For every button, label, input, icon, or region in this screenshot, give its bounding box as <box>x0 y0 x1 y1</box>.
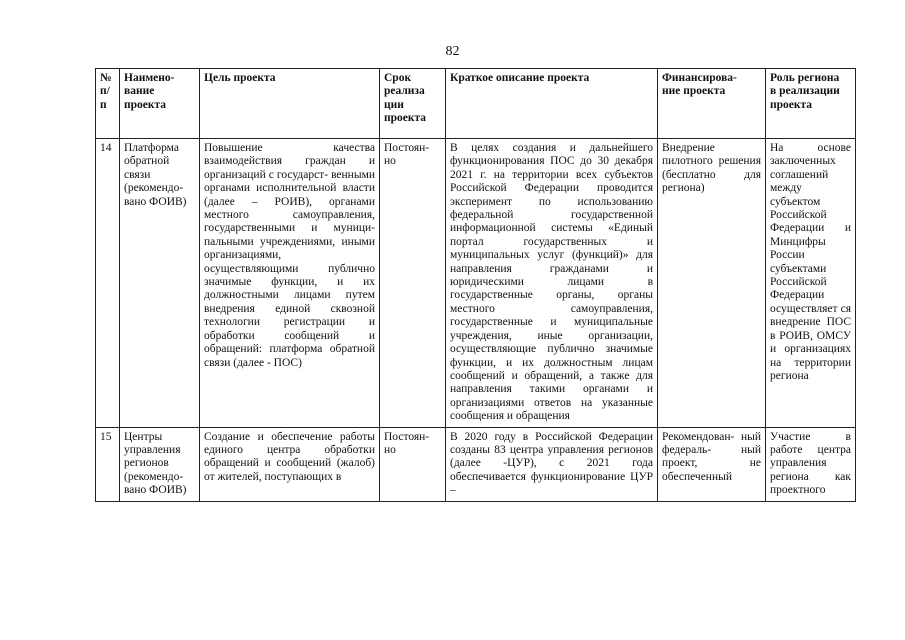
project-name-cell: Платформа обратной связи (рекомендо- вано ФОИВ) <box>120 139 200 428</box>
project-name-cell: Центры управления регионов (рекомендо- вано ФОИВ) <box>120 427 200 501</box>
row-number: 14 <box>96 139 120 428</box>
project-funding-cell: Рекомендован- ный федераль- ный проект, не обеспеченный <box>658 427 766 501</box>
project-term-cell: Постоян- но <box>380 139 446 428</box>
table-header-row <box>96 69 856 139</box>
project-goal-cell: Создание и обеспечение работы единого центра обработки обращений и сообщений (жалоб) от жителей, поступающих в <box>200 427 380 501</box>
project-funding-cell: Внедрение пилотного решения (бесплатно для региона) <box>658 139 766 428</box>
project-description-cell: В 2020 году в Российской Федерации созданы 83 центра управления регионов (далее -ЦУР), с 2021 года обеспечивается функционирование ЦУР – <box>446 427 658 501</box>
projects-table <box>95 68 856 502</box>
header-project-term: Срок реализа ции проекта <box>380 69 446 139</box>
header-project-funding: Финансирова- ние проекта <box>658 69 766 139</box>
region-role-cell: На основе заключенных соглашений между субъектом Российской Федерации и Минцифры России субъектами Российской Федерации осуществляет ся внедрение ПОС в РОИВ, ОМСУ и организациях на территории региона <box>766 139 856 428</box>
page-number: 82 <box>445 44 460 59</box>
project-term-cell: Постоян- но <box>380 427 446 501</box>
project-goal-cell: Повышение качества взаимодействия граждан и организаций с государст- венными органами исполнительной власти (далее – РОИВ), органами местного самоуправления, государственными и муници- пальными учреждениями, иными организациями, осуществляющими публично значимые функции, и их должностными лицами путем внедрения единой сквозной технологии регистрации и обработки сообщений и обращений: платформа обратной связи (далее - ПОС) <box>200 139 380 428</box>
header-number: № п/ п <box>96 69 120 139</box>
header-project-goal: Цель проекта <box>200 69 380 139</box>
project-description-cell: В целях создания и дальнейшего функционирования ПОС до 30 декабря 2021 г. на территории всех субъектов Российской Федерации проводится эксперимент по использованию федеральной государственной информационной системы «Единый портал государственных и муниципальных услуг (функций)» для направления гражданами и юридическими лицами в государственные органы, органы местного самоуправления, государственные и муниципальные учреждения, иные организации, осуществляющие публично значимые функции, и их должностным лицам сообщений и обращений, а также для направления такими органами и организациями ответов на указанные сообщения и обращения <box>446 139 658 428</box>
header-region-role: Роль региона в реализации проекта <box>766 69 856 139</box>
region-role-cell: Участие в работе центра управления региона как проектного <box>766 427 856 501</box>
table-row <box>96 139 856 428</box>
header-project-name: Наимено- вание проекта <box>120 69 200 139</box>
header-project-description: Краткое описание проекта <box>446 69 658 139</box>
table-row <box>96 427 856 501</box>
row-number: 15 <box>96 427 120 501</box>
